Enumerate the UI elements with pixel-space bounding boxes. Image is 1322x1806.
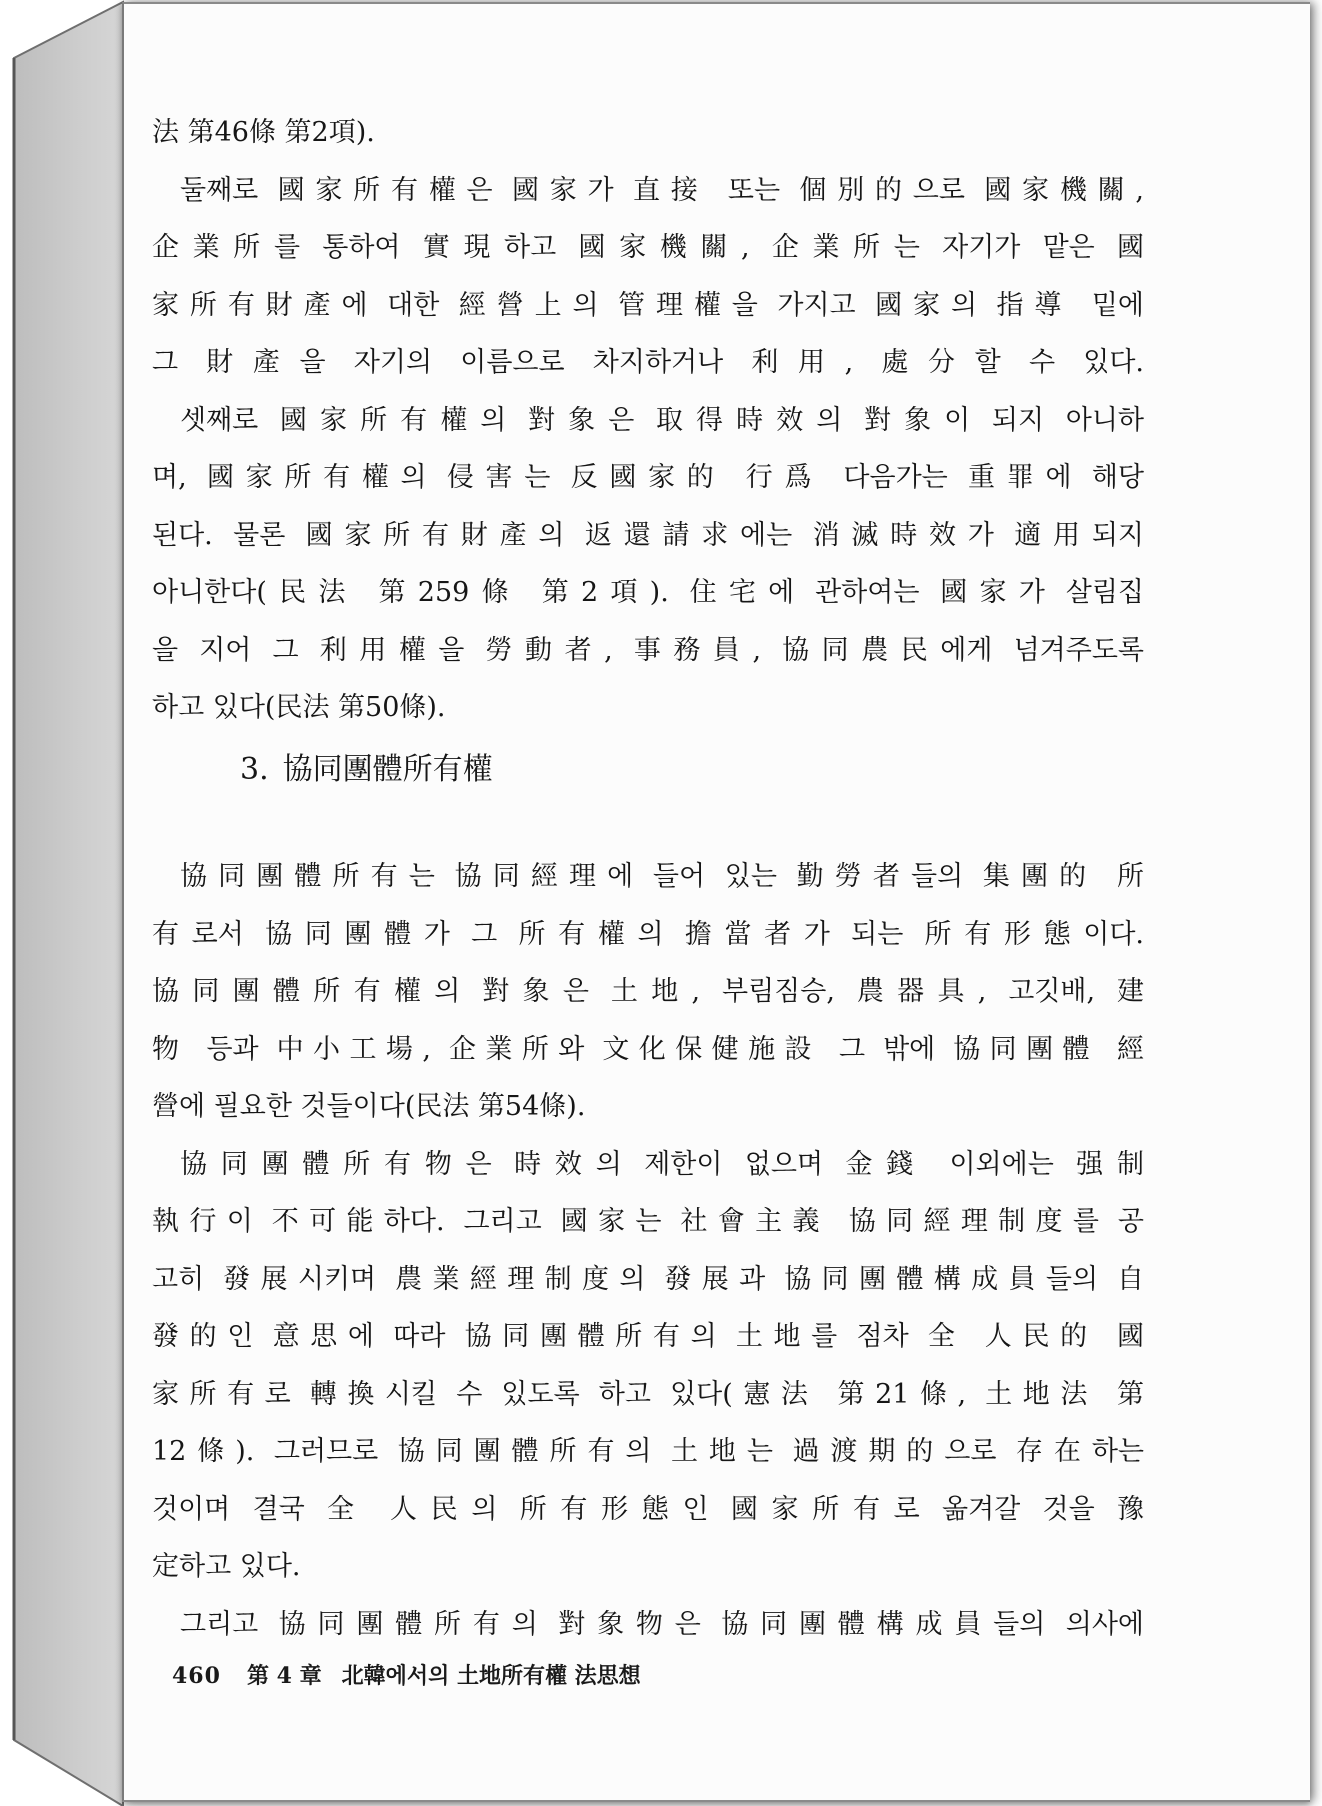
text-line: 有로서 協同團體가 그 所有權의 擔當者가 되는 所有形態이다. <box>152 918 1144 950</box>
text-line: 며, 國家所有權의 侵害는 反國家的 行爲 다음가는 重罪에 해당 <box>152 462 1144 493</box>
text-line: 營에 필요한 것들이다(民法 第54條). <box>152 1091 586 1122</box>
book-page-edges <box>10 0 125 1806</box>
text-line: 協同團體所有物은 時效의 제한이 없으며 金錢 이외에는 强制 <box>180 1148 1144 1180</box>
text-line: 된다. 물론 國家所有財產의 返還請求에는 消滅時效가 適用되지 <box>152 519 1144 551</box>
text-line: 12條). 그러므로 協同團體所有의 土地는 過渡期的으로 存在하는 <box>152 1436 1144 1467</box>
text-line: 家所有財產에 대한 經營上의 管理權을 가지고 國家의 指導 밑에 <box>152 289 1144 321</box>
text-line: 셋째로 國家所有權의 對象은 取得時效의 對象이 되지 아니하 <box>180 404 1144 436</box>
text-line: 을 지어 그 利用權을 勞動者, 事務員, 協同農民에게 넘겨주도록 <box>152 634 1144 666</box>
text-line: 그리고 協同團體所有의 對象物은 協同團體構成員들의 의사에 <box>180 1608 1144 1640</box>
text-line: 家所有로 轉換시킬 수 있도록 하고 있다(憲法 第21條, 土地法 第 <box>152 1378 1144 1410</box>
text-line: 것이며 결국 全 人民의 所有形態인 國家所有로 옮겨갈 것을 豫 <box>152 1493 1144 1525</box>
text-line: 發的인 意思에 따라 協同團體所有의 土地를 점차 全 人民的 國 <box>152 1321 1144 1352</box>
text-line: 法 第46條 第2項). <box>152 117 375 148</box>
text-line: 그 財產을 자기의 이름으로 차지하거나 利用, 處分할 수 있다. <box>152 347 1144 378</box>
text-line: 企業所를 통하여 實現하고 國家機關, 企業所는 자기가 맡은 國 <box>152 232 1144 263</box>
text-line: 고히 發展시키며 農業經理制度의 發展과 協同團體構成員들의 自 <box>152 1263 1144 1295</box>
text-line: 協同團體所有權의 對象은 土地, 부림짐승, 農器具, 고깃배, 建 <box>152 976 1144 1007</box>
chapter-label: 第 4 章 <box>246 1663 322 1689</box>
page-footer <box>172 1656 641 1696</box>
body-paragraphs-top <box>152 104 1144 737</box>
text-line: 執行이 不可能하다. 그리고 國家는 社會主義 協同經理制度를 공 <box>152 1206 1144 1237</box>
section-title: 協同團體所有權 <box>282 752 493 787</box>
section-heading <box>240 748 493 792</box>
text-line: 하고 있다(民法 第50條). <box>152 692 446 723</box>
text-line: 아니한다(民法 第259條 第2項). 住宅에 관하여는 國家가 살림집 <box>152 577 1144 608</box>
text-line: 物 등과 中小工場, 企業所와 文化保健施設 그 밖에 協同團體 經 <box>152 1033 1144 1065</box>
page-number: 460 <box>172 1663 221 1689</box>
section-number: 3. <box>240 752 269 787</box>
chapter-title: 北韓에서의 土地所有權 法思想 <box>341 1663 641 1689</box>
text-line: 定하고 있다. <box>152 1551 301 1582</box>
body-paragraphs-bottom <box>152 848 1144 1653</box>
text-line: 둘째로 國家所有權은 國家가 直接 또는 個別的으로 國家機關, <box>180 174 1144 206</box>
text-line: 協同團體所有는 協同經理에 들어 있는 勤勞者들의 集團的 所 <box>180 861 1144 892</box>
